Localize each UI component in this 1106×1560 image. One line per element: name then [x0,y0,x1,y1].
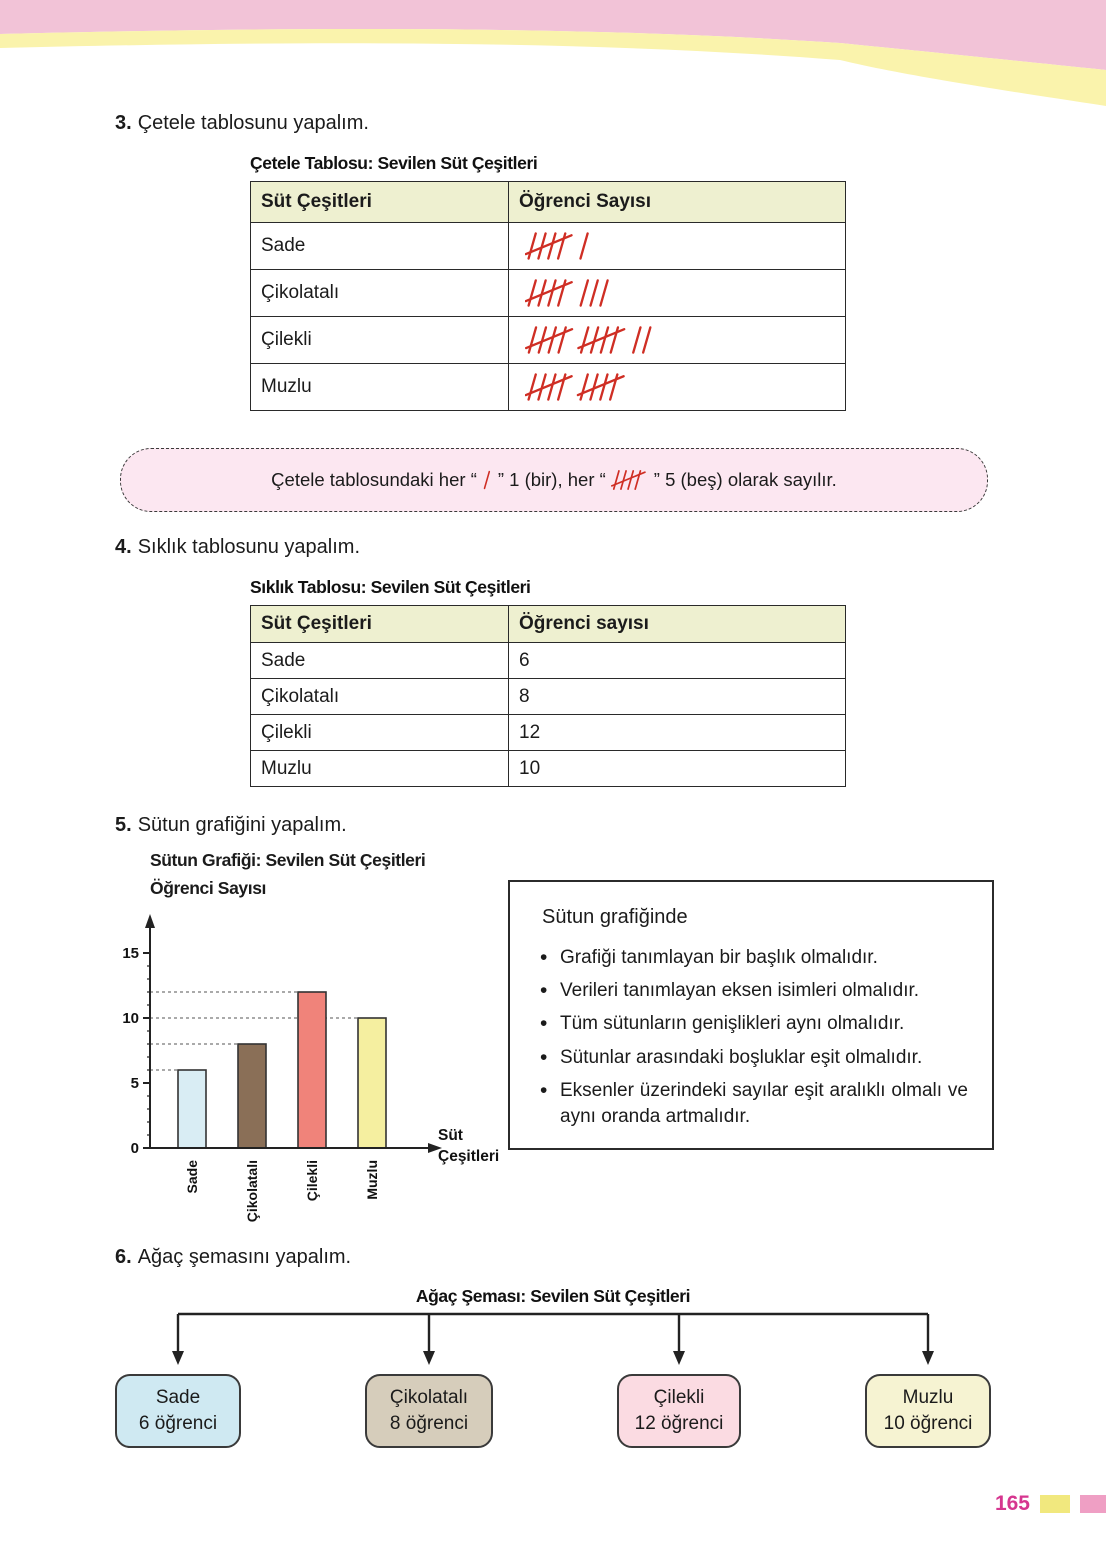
column-header: Süt Çeşitleri [251,606,509,643]
top-decoration [0,0,1106,115]
section-title: Ağaç şemasını yapalım. [137,1246,352,1268]
row-value: 8 [509,679,846,715]
tree-node-label: Sade [155,1387,201,1409]
tree-node-value: 10 öğrenci [883,1413,973,1434]
row-label: Sade [251,643,509,679]
row-label: Sade [251,223,509,270]
tree-node [865,1374,991,1448]
row-value: 6 [509,643,846,679]
row-value: 12 [509,715,846,751]
tally-table [250,181,846,411]
bar-Çilekli [298,992,326,1148]
rule-item: • Grafiği tanımlayan bir başlık olmalıdır. [534,945,968,971]
table-row [251,715,846,751]
freq-table-caption: Sıklık Tablosu: Sevilen Süt Çeşitleri [250,577,531,597]
table-row [251,751,846,787]
rules-list [534,945,968,1130]
table-row [251,679,846,715]
column-header: Süt Çeşitleri [251,182,509,223]
section-number: 3. [115,112,132,134]
row-label: Çilekli [251,317,509,364]
rule-item: • Eksenler üzerindeki sayılar eşit aralıklı olmalı ve aynı oranda artmalıdır. [534,1078,968,1130]
down-arrow-icon [922,1351,934,1365]
tree-node [617,1374,741,1448]
section-6-heading [115,1246,351,1269]
five-tally-icon [608,467,652,493]
row-value: 10 [509,751,846,787]
tree-node-value: 8 öğrenci [389,1413,469,1434]
table-row [251,270,846,317]
row-label: Muzlu [251,751,509,787]
tree-node-value: 12 öğrenci [634,1413,724,1434]
note-text: Çetele tablosundaki her “ [271,469,477,490]
section-5-heading [115,814,347,837]
down-arrow-icon [423,1351,435,1365]
down-arrow-icon [673,1351,685,1365]
x-category-label: Sade [184,1160,200,1194]
y-axis-arrow-icon [145,914,155,928]
down-arrow-icon [172,1351,184,1365]
footer-yellow-block [1040,1495,1070,1513]
frequency-table [250,605,846,787]
row-label: Çikolatalı [251,679,509,715]
y-tick-label: 10 [122,1010,139,1027]
x-category-label: Çilekli [304,1160,320,1202]
row-label: Muzlu [251,364,509,411]
column-header: Öğrenci sayısı [509,606,846,643]
table-header-row [251,606,846,643]
chart-y-axis-label: Öğrenci Sayısı [150,878,266,898]
note-text: ” 1 (bir), her “ [497,469,606,490]
bar-Sade [178,1070,206,1148]
tree-connector [115,1311,991,1369]
x-axis-label: Çeşitleri [438,1148,500,1165]
y-tick-label: 15 [122,945,139,962]
tree-node-value: 6 öğrenci [138,1413,218,1434]
tree-node [115,1374,241,1448]
footer-pink-block [1080,1495,1106,1513]
tally-note-box [120,448,988,512]
rule-item: • Verileri tanımlayan eksen isimleri olmalıdır. [534,978,968,1004]
tree-node-label: Muzlu [902,1387,954,1409]
section-number: 5. [115,814,132,836]
rules-box-title: Sütun grafiğinde [542,906,688,928]
section-title: Sıklık tablosunu yapalım. [137,536,361,558]
tree-node [365,1374,493,1448]
table-row [251,223,846,270]
tree-diagram [115,1286,991,1448]
bar-Muzlu [358,1018,386,1148]
bar-chart [108,902,500,1242]
tally-marks [525,376,629,397]
row-label: Çilekli [251,715,509,751]
x-category-label: Muzlu [364,1160,380,1200]
column-header: Öğrenci Sayısı [509,182,846,223]
tally-marks [525,282,613,303]
table-row [251,643,846,679]
bar-Çikolatalı [238,1044,266,1148]
x-axis-label: Süt [438,1127,463,1144]
tree-caption: Ağaç Şeması: Sevilen Süt Çeşitleri [415,1286,691,1306]
tally-marks [525,235,593,256]
page-number: 165 [994,1492,1030,1515]
tree-node-label: Çikolatalı [389,1387,469,1409]
single-tally-icon [479,468,496,492]
page-footer [995,1492,1106,1516]
section-number: 6. [115,1246,132,1268]
section-title: Çetele tablosunu yapalım. [137,112,369,134]
tally-table-caption: Çetele Tablosu: Sevilen Süt Çeşitleri [250,153,538,173]
section-3-heading [115,112,369,135]
section-number: 4. [115,536,132,558]
section-4-heading [115,536,360,559]
y-tick-label: 0 [130,1140,139,1157]
note-text: ” 5 (beş) olarak sayılır. [653,469,837,490]
y-tick-label: 5 [130,1075,139,1092]
table-header-row [251,182,846,223]
chart-rules-box [508,880,994,1150]
tree-node-label: Çilekli [653,1387,705,1409]
tally-marks [525,329,656,350]
table-row [251,364,846,411]
row-label: Çikolatalı [251,270,509,317]
chart-title: Sütun Grafiği: Sevilen Süt Çeşitleri [150,850,426,870]
rule-item: • Sütunlar arasındaki boşluklar eşit olmalıdır. [534,1045,968,1071]
x-category-label: Çikolatalı [244,1160,260,1223]
table-row [251,317,846,364]
rule-item: • Tüm sütunların genişlikleri aynı olmalıdır. [534,1011,968,1037]
section-title: Sütun grafiğini yapalım. [137,814,347,836]
